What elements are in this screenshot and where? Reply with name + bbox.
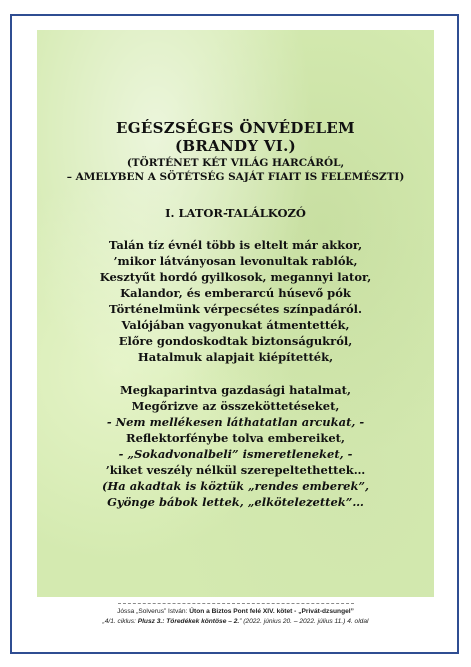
- footer-line-2: [0, 618, 471, 625]
- verse-line: Kesztyűt hordó gyilkosok, megannyi lator,: [99, 270, 372, 284]
- footer-date-page: ” (2022. június 20. – 2022. július 11.) 4. oldal: [239, 618, 369, 625]
- verse-line: Talán tíz évnél több is eltelt már akkor,: [108, 238, 363, 252]
- poem-subtitle-line2: – AMELYBEN A SÖTÉTSÉG SAJÁT FIAIT IS FELEMÉSZTI): [66, 171, 405, 183]
- verse-line: ’kiket veszély nélkül szerepeltethettek…: [105, 463, 366, 477]
- stanza-2: [37, 382, 434, 510]
- verse-line: - „Sokadvonalbeli” ismeretleneket, -: [118, 447, 353, 461]
- poem-title-series: (BRANDY VI.): [174, 137, 297, 155]
- footer-book-title: Úton a Biztos Pont felé XIV. kötet - „Privát-dzsungel”: [189, 608, 354, 615]
- verse-line: Megkaparintva gazdasági hatalmat,: [120, 383, 351, 397]
- verse-line: Megőrizve az összeköttetéseket,: [131, 399, 340, 413]
- verse-line: (Ha akadtak is köztük „rendes emberek”,: [101, 479, 370, 493]
- verse-line: Gyönge bábok lettek, „elkötelezettek”…: [107, 495, 364, 509]
- verse-line: Valójában vagyonukat átmentették,: [121, 318, 350, 332]
- verse-line: Előre gondoskodtak biztonságukról,: [118, 334, 353, 348]
- footer-author: Jóssa „Solverus” István:: [117, 608, 190, 615]
- stanza-1: [37, 237, 434, 365]
- verse-line: Hatalmuk alapjait kiépítették,: [137, 350, 334, 364]
- poem-subtitle-line1: (TÖRTÉNET KÉT VILÁG HARCÁRÓL,: [126, 157, 345, 169]
- poem-title: EGÉSZSÉGES ÖNVÉDELEM: [116, 119, 355, 137]
- verse-line: ’mikor látványosan levonultak rablók,: [113, 254, 358, 268]
- poem-content: [37, 30, 434, 597]
- section-heading: I. LATOR-TALÁLKOZÓ: [165, 206, 306, 220]
- footer-cycle: „4/1. ciklus:: [102, 618, 138, 625]
- verse-line: Történelmünk vérpecsétes színpadáról.: [108, 302, 363, 316]
- footer-divider: [118, 603, 354, 604]
- verse-line: Reflektorfénybe tolva embereiket,: [126, 431, 345, 445]
- verse-line: Kalandor, és emberarcú húsevő pók: [120, 286, 351, 300]
- footer-chapter: Plusz 3.: Töredékek köntöse – 2.: [137, 618, 240, 625]
- verse-line: - Nem mellékesen láthatatlan arcukat, -: [106, 415, 365, 429]
- footer-line-1: [0, 608, 471, 615]
